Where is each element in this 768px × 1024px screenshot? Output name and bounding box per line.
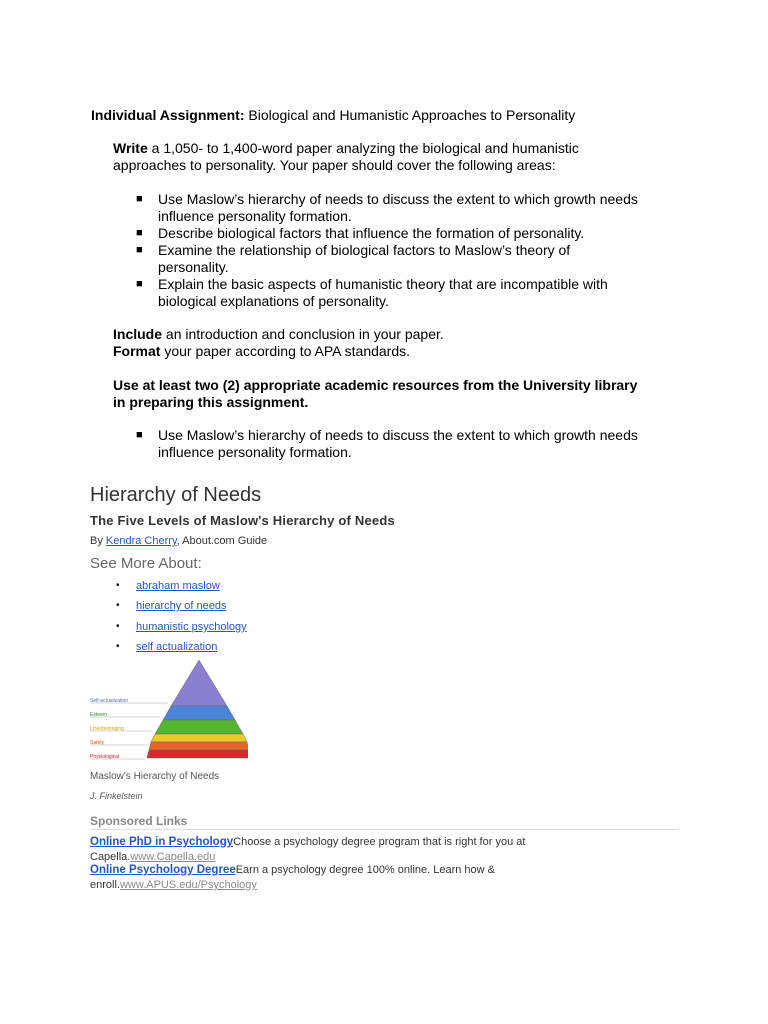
- byline-prefix: By: [90, 535, 106, 547]
- see-more-link[interactable]: humanistic psychology: [136, 621, 247, 633]
- list-item-text: personality.: [158, 259, 229, 275]
- level-label: Safety: [90, 740, 105, 746]
- pyramid-layer-esteem: [163, 706, 235, 720]
- sponsored-links-title: Sponsored Links: [90, 814, 188, 828]
- write-paragraph-line1: [113, 140, 579, 157]
- write-keyword: Write: [113, 140, 148, 156]
- resources-line2: in preparing this assignment.: [113, 394, 309, 410]
- bullet-dot-icon: •: [116, 580, 120, 591]
- bullet-dot-icon: •: [116, 641, 120, 652]
- see-more-title: See More About:: [90, 555, 202, 572]
- resources-line1: Use at least two (2) appropriate academic resources from the University library: [113, 377, 638, 393]
- level-label: Physiological: [90, 754, 120, 760]
- figure-credit: J. Finkelstein: [90, 791, 143, 801]
- pyramid-layer-safety-top: [151, 734, 247, 742]
- pyramid-layer-self-actualization: [171, 660, 227, 706]
- level-label: Love/belonging: [90, 726, 124, 732]
- ad-text: Choose a psychology degree program that is right for you at: [233, 836, 526, 848]
- ad-text: enroll.: [90, 879, 120, 891]
- assignment-title: Biological and Humanistic Approaches to Personality: [244, 107, 576, 123]
- include-keyword: Include: [113, 326, 163, 342]
- see-more-link[interactable]: hierarchy of needs: [136, 600, 227, 612]
- write-text: a 1,050- to 1,400-word paper analyzing the biological and humanistic: [147, 140, 579, 156]
- format-line: [113, 343, 410, 360]
- bullet-dot-icon: •: [116, 600, 120, 611]
- list-item-text: Examine the relationship of biological factors to Maslow’s theory of: [158, 242, 571, 258]
- ad-title-link[interactable]: Online PhD in Psychology: [90, 836, 234, 848]
- maslow-pyramid-figure: [88, 658, 248, 762]
- square-bullet-icon: ■: [136, 193, 143, 205]
- pyramid-layer-physiological: [147, 750, 248, 758]
- list-item-text: Use Maslow’s hierarchy of needs to discuss the extent to which growth needs: [158, 191, 638, 207]
- list-item-text: Use Maslow’s hierarchy of needs to discuss the extent to which growth needs: [158, 427, 638, 443]
- format-text: your paper according to APA standards.: [160, 343, 411, 359]
- list-item-text: Describe biological factors that influence the formation of personality.: [158, 225, 585, 241]
- byline-suffix: , About.com Guide: [176, 535, 268, 547]
- ad-line1: [90, 835, 525, 850]
- list-item-text: biological explanations of personality.: [158, 293, 389, 309]
- level-label: Self-actualization: [90, 698, 129, 704]
- ad-text: Capella.: [90, 851, 131, 863]
- include-line: [113, 326, 444, 343]
- square-bullet-icon: ■: [136, 244, 143, 256]
- write-paragraph-line2: approaches to personality. Your paper should cover the following areas:: [113, 157, 556, 173]
- author-link[interactable]: Kendra Cherry: [105, 535, 177, 547]
- assignment-label: Individual Assignment:: [91, 107, 245, 123]
- sponsored-divider: [90, 829, 678, 830]
- bullet-dot-icon: •: [116, 621, 120, 632]
- square-bullet-icon: ■: [136, 429, 143, 441]
- square-bullet-icon: ■: [136, 227, 143, 239]
- ad-line1: [90, 863, 495, 878]
- list-item-text: influence personality formation.: [158, 208, 352, 224]
- see-more-link[interactable]: self actualization: [136, 641, 218, 653]
- byline: [90, 534, 267, 548]
- format-keyword: Format: [113, 343, 161, 359]
- ad-line2: [90, 878, 257, 893]
- square-bullet-icon: ■: [136, 278, 143, 290]
- ad-url-link[interactable]: www.Capella.edu: [130, 851, 216, 863]
- ad-title-link[interactable]: Online Psychology Degree: [90, 864, 236, 876]
- figure-caption: Maslow's Hierarchy of Needs: [90, 771, 220, 782]
- ad-text: Earn a psychology degree 100% online. Learn how &: [235, 864, 496, 876]
- assignment-heading: [91, 106, 575, 124]
- level-label: Esteem: [90, 712, 107, 718]
- article-subtitle: The Five Levels of Maslow's Hierarchy of Needs: [90, 513, 395, 528]
- pyramid-layer-safety: [149, 742, 248, 750]
- article-title: Hierarchy of Needs: [90, 484, 262, 506]
- list-item-text: Explain the basic aspects of humanistic theory that are incompatible with: [158, 276, 608, 292]
- pyramid-layer-love: [155, 720, 243, 734]
- see-more-link[interactable]: abraham maslow: [136, 580, 220, 592]
- pyramid-layers: [147, 660, 248, 758]
- ad-url-link[interactable]: www.APUS.edu/Psychology: [119, 879, 257, 891]
- include-text: an introduction and conclusion in your paper.: [162, 326, 444, 342]
- list-item-text: influence personality formation.: [158, 444, 352, 460]
